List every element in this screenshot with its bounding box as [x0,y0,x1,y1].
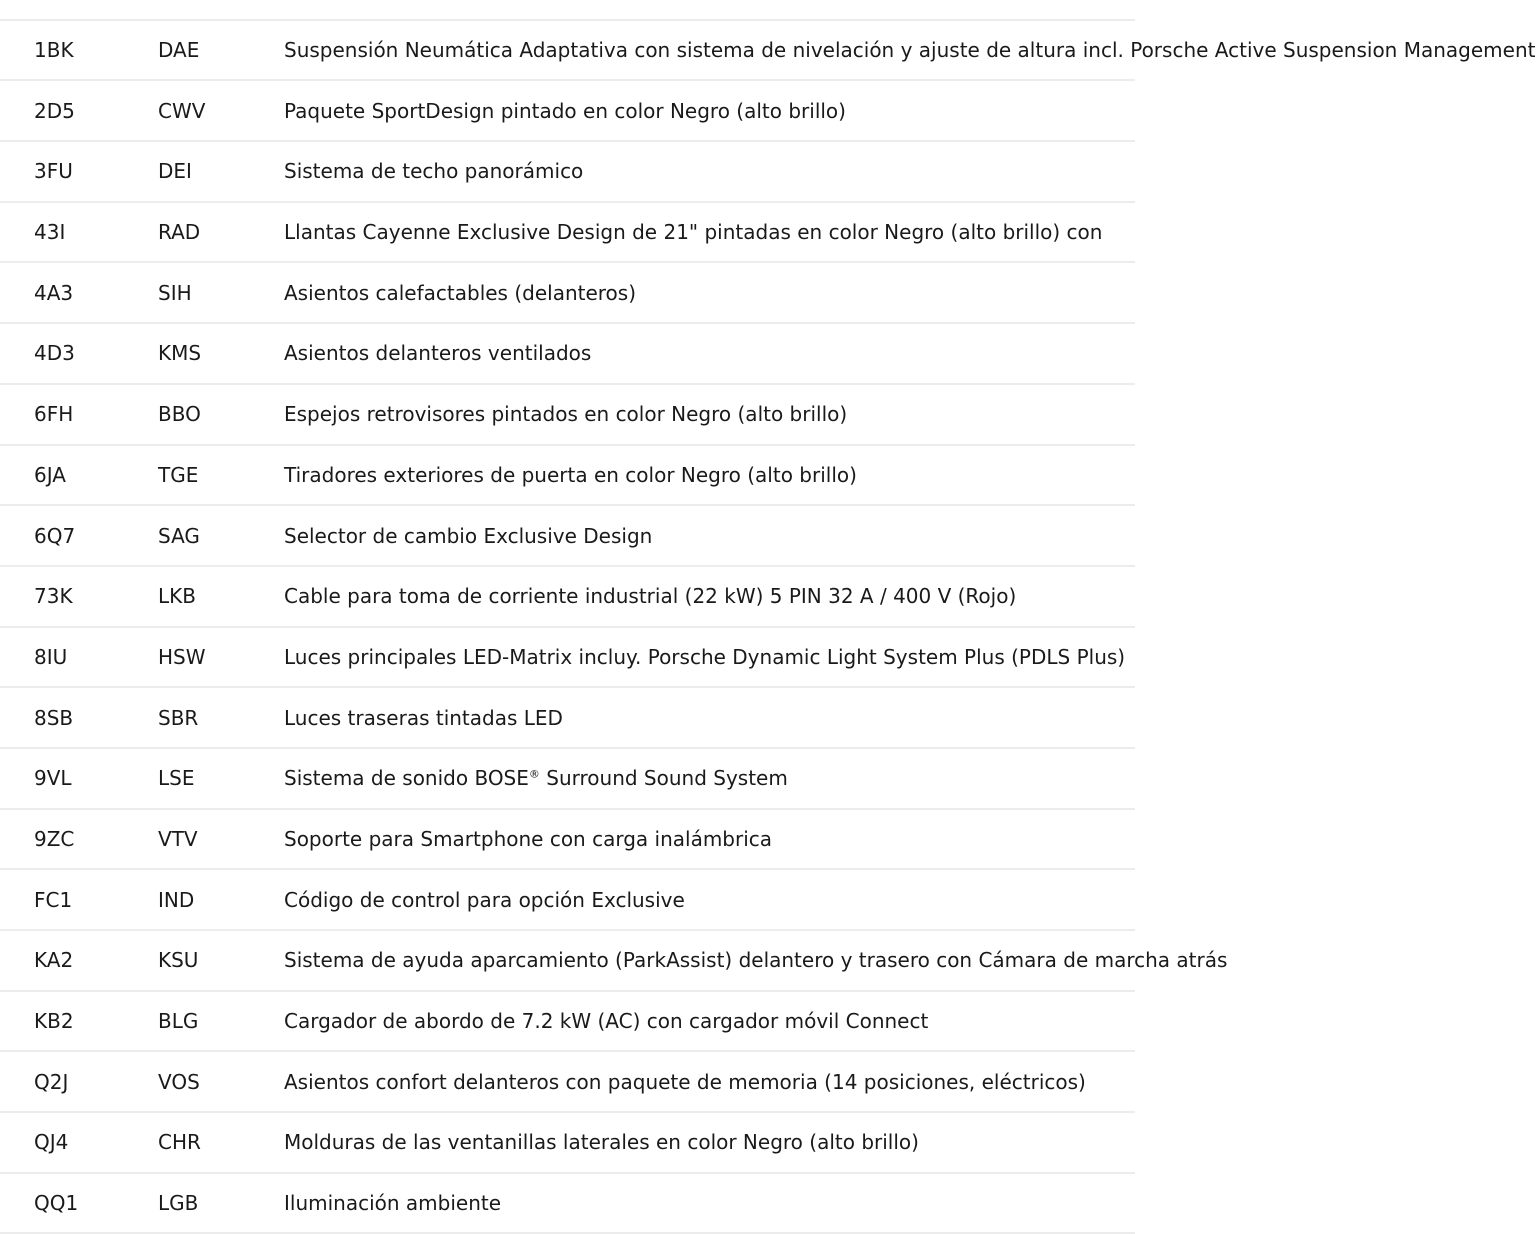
option-short-code: VTV [158,826,198,851]
option-description [284,706,1135,730]
option-description-text: Luces traseras tintadas LED [284,705,563,730]
option-code: 6FH [34,402,74,427]
option-description-text: Sistema de ayuda aparcamiento (ParkAssist) delantero y trasero con Cámara de marcha atrás [284,948,1228,973]
option-description [284,827,1135,851]
option-description-text: Suspensión Neumática Adaptativa con sistema de nivelación y ajuste de altura incl. Porsche Active Suspension Management [284,38,1536,63]
option-short-code: CHR [158,1130,201,1155]
option-short-code: HSW [158,644,206,669]
option-description [284,341,1135,365]
option-code: KB2 [34,1009,74,1034]
option-short-code: VOS [158,1069,200,1094]
option-description [284,220,1135,244]
option-description [284,524,1135,548]
table-row [0,506,1135,567]
option-short-code: KSU [158,948,199,973]
option-description-text: Iluminación ambiente [284,1191,502,1216]
table-row [0,263,1135,324]
option-short-code: SIH [158,280,192,305]
option-short-code: LSE [158,766,195,791]
option-description-text: Molduras de las ventanillas laterales en color Negro (alto brillo) [284,1130,919,1155]
option-description [284,766,1135,790]
option-description [284,38,1537,62]
table-row [0,1113,1135,1174]
table-row [0,628,1135,689]
option-code: 4A3 [34,280,74,305]
table-row [0,385,1135,446]
option-code: Q2J [34,1069,69,1094]
option-description-text: Sistema de techo panorámico [284,159,584,184]
table-row [0,0,1135,21]
option-short-code: LGB [158,1191,199,1216]
option-description-text: Selector de cambio Exclusive Design [284,523,653,548]
option-description-text: Código de control para opción Exclusive [284,887,685,912]
option-description-text: Cable para toma de corriente industrial (22 kW) 5 PIN 32 A / 400 V (Rojo) [284,584,1017,609]
option-code: KA2 [34,948,74,973]
option-short-code: DAE [158,38,200,63]
table-row [0,1174,1135,1234]
option-description [284,1191,1135,1215]
table-row [0,142,1135,203]
option-description [284,584,1135,608]
option-code: 9ZC [34,826,75,851]
option-code: 6Q7 [34,523,76,548]
option-short-code: SAG [158,523,200,548]
option-code: FC1 [34,887,73,912]
option-code: 1BK [34,38,74,63]
option-description [284,888,1135,912]
option-short-code: BLG [158,1009,199,1034]
option-description-text: Sistema de sonido BOSE [284,766,529,791]
option-short-code: KMS [158,341,202,366]
option-code: 3FU [34,159,73,184]
option-description-text: Tiradores exteriores de puerta en color Negro (alto brillo) [284,462,857,487]
table-row [0,1052,1135,1113]
option-short-code: CWV [158,98,206,123]
option-code: 8SB [34,705,74,730]
option-code: 8IU [34,644,68,669]
option-description-text-after: Surround Sound System [539,766,788,791]
table-row [0,324,1135,385]
option-description [284,1009,1135,1033]
option-code: 4D3 [34,341,75,366]
option-short-code: TGE [158,462,199,487]
option-code: QQ1 [34,1191,79,1216]
option-short-code: SBR [158,705,199,730]
table-row [0,810,1135,871]
table-row [0,931,1228,992]
table-row [0,203,1135,264]
table-row [0,81,1135,142]
option-description-text: Asientos calefactables (delanteros) [284,280,637,305]
option-code: 9VL [34,766,72,791]
option-short-code: RAD [158,220,201,245]
option-description [284,99,1135,123]
option-description-text: Soporte para Smartphone con carga inalámbrica [284,826,773,851]
option-description [284,159,1135,183]
option-description-text: Asientos delanteros ventilados [284,341,592,366]
option-code: 6JA [34,462,66,487]
option-description [284,1070,1135,1094]
option-description-text: Espejos retrovisores pintados en color Negro (alto brillo) [284,402,848,427]
option-description-text: Llantas Cayenne Exclusive Design de 21" pintadas en color Negro (alto brillo) con [284,220,1103,245]
option-description [284,463,1135,487]
option-short-code: BBO [158,402,201,427]
option-description [284,1130,1135,1154]
table-row [0,567,1135,628]
option-description [284,281,1135,305]
option-short-code: IND [158,887,195,912]
option-description-text: Cargador de abordo de 7.2 kW (AC) con cargador móvil Connect [284,1009,929,1034]
table-row [0,21,1536,82]
option-code: 73K [34,584,73,609]
option-short-code: DEI [158,159,192,184]
option-description-text: Luces principales LED-Matrix incluy. Porsche Dynamic Light System Plus (PDLS Plus) [284,644,1126,669]
registered-mark: ® [528,767,540,781]
option-code: 43I [34,220,66,245]
option-code: QJ4 [34,1130,69,1155]
table-row [0,870,1135,931]
table-row [0,992,1135,1053]
option-description-text: Asientos confort delanteros con paquete de memoria (14 posiciones, eléctricos) [284,1069,1086,1094]
option-short-code: LKB [158,584,196,609]
option-description [284,948,1229,972]
option-code: 2D5 [34,98,75,123]
table-row [0,688,1135,749]
option-description-text: Paquete SportDesign pintado en color Negro (alto brillo) [284,98,846,123]
table-row [0,749,1135,810]
option-description [284,645,1135,669]
table-row [0,446,1135,507]
option-description [284,402,1135,426]
